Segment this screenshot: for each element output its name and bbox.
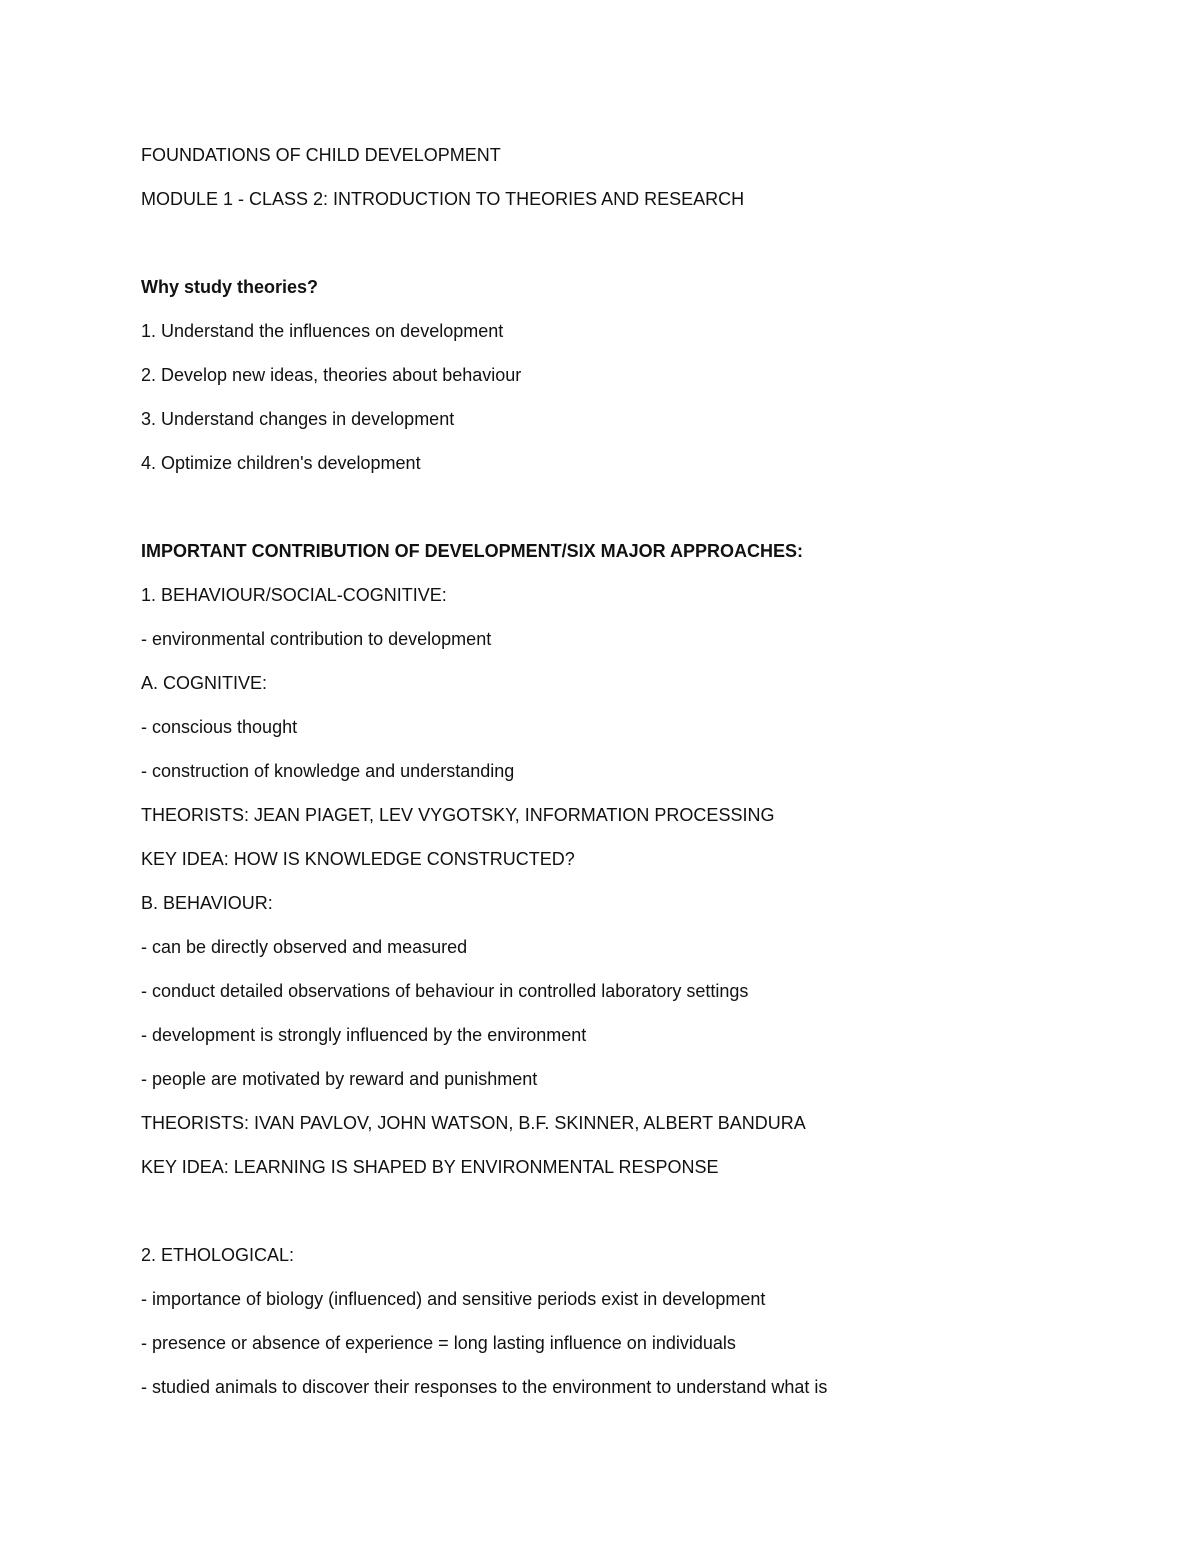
list-item: - people are motivated by reward and punishment [141,1069,538,1089]
theorists-line: THEORISTS: JEAN PIAGET, LEV VYGOTSKY, INFORMATION PROCESSING [141,805,775,825]
section-heading: 1. BEHAVIOUR/SOCIAL-COGNITIVE: [141,585,447,605]
spacer [141,232,1101,254]
document-body [141,144,1101,1420]
key-idea-line: KEY IDEA: LEARNING IS SHAPED BY ENVIRONMENTAL RESPONSE [141,1157,719,1177]
spacer [141,496,1101,518]
list-item: - can be directly observed and measured [141,937,468,957]
list-item: 4. Optimize children's development [141,453,421,473]
list-item: - conduct detailed observations of behaviour in controlled laboratory settings [141,981,749,1001]
list-item: - construction of knowledge and understanding [141,761,515,781]
section-heading: 2. ETHOLOGICAL: [141,1245,295,1265]
section-summary: - environmental contribution to development [141,629,492,649]
spacer [141,1200,1101,1222]
subsection-heading: B. BEHAVIOUR: [141,893,273,913]
key-idea-line: KEY IDEA: HOW IS KNOWLEDGE CONSTRUCTED? [141,849,575,869]
list-item: - conscious thought [141,717,298,737]
list-item: 1. Understand the influences on development [141,321,504,341]
document-subtitle: MODULE 1 - CLASS 2: INTRODUCTION TO THEORIES AND RESEARCH [141,189,745,209]
approaches-heading: IMPORTANT CONTRIBUTION OF DEVELOPMENT/SIX MAJOR APPROACHES: [141,541,804,561]
subsection-heading: A. COGNITIVE: [141,673,268,693]
list-item: - presence or absence of experience = long lasting influence on individuals [141,1333,736,1353]
why-heading: Why study theories? [141,277,319,297]
list-item: 2. Develop new ideas, theories about behaviour [141,365,522,385]
list-item: - studied animals to discover their responses to the environment to understand what is [141,1377,828,1397]
document-title: FOUNDATIONS OF CHILD DEVELOPMENT [141,145,501,165]
list-item: 3. Understand changes in development [141,409,455,429]
theorists-line: THEORISTS: IVAN PAVLOV, JOHN WATSON, B.F. SKINNER, ALBERT BANDURA [141,1113,806,1133]
list-item: - development is strongly influenced by the environment [141,1025,587,1045]
list-item: - importance of biology (influenced) and sensitive periods exist in development [141,1289,766,1309]
